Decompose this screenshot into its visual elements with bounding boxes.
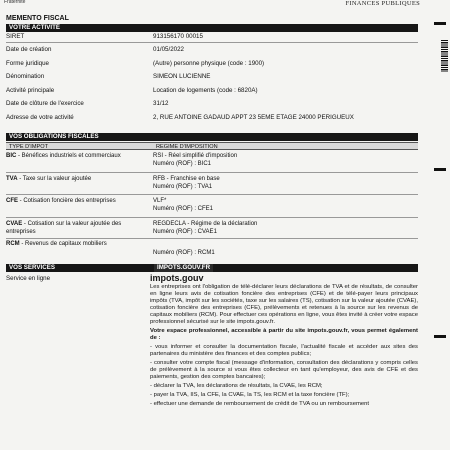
- tax-numero: Numéro (ROF) : TVA1: [153, 183, 213, 190]
- tax-numero: Numéro (ROF) : BIC1: [153, 160, 212, 167]
- tax-code: BIC: [6, 153, 17, 159]
- row-value: 31/12: [153, 100, 169, 107]
- section-title-obligations: VOS OBLIGATIONS FISCALES: [9, 133, 99, 140]
- row-label: Date de création: [6, 46, 52, 53]
- side-barcode: [441, 40, 448, 72]
- memento-title: MEMENTO FISCAL: [6, 15, 69, 22]
- tax-numero: Numéro (ROF) : CVAE1: [153, 228, 217, 235]
- col-type-impot: TYPE D'IMPOT: [9, 144, 48, 150]
- row-value: Location de logements (code : 6820A): [153, 87, 258, 94]
- obligations-column-header: [6, 142, 418, 150]
- services-intro: Les entreprises ont l'obligation de télé-déclarer leurs déclarations de TVA et de résultats, de consulter en ligne leurs avis de cotisation foncière des entreprises (CFE) et de télé-payer leurs principaux impôts (TVA, impôt sur les sociétés, taxe sur les salaires (TS), cotisation sur la valeur ajoutée (CVAE), cotisation foncière des entreprises (CFE), prélèvements et retenues à la source sur les revenus de capitaux mobiliers (RCM). Pour effectuer ces opérations en ligne, vous êtes invité à créer votre espace professionnel sécurisé sur le site impots.gouv.fr.: [150, 284, 418, 325]
- row-label: Adresse de votre activité: [6, 114, 74, 121]
- margin-mark: [434, 335, 446, 338]
- tax-label: - Taxe sur la valeur ajoutée: [17, 176, 92, 182]
- row-value: SIMEON LUCIENNE: [153, 73, 211, 80]
- margin-mark: [434, 22, 446, 25]
- tax-code: CFE: [6, 198, 18, 204]
- finances-publiques-title: FINANCES PUBLIQUES: [345, 0, 420, 7]
- service-bullet: - vous informer et consulter la documentation fiscale, l'actualité fiscale et accéder aux sites des partenaires du ministère des finances et des comptes publics;: [150, 344, 418, 357]
- tax-code: CVAE: [6, 221, 23, 227]
- espace-pro-heading: Votre espace professionnel, accessible à partir du site impots.gouv.fr, vous permet également de :: [150, 328, 418, 341]
- margin-mark: [434, 168, 446, 171]
- row-value: 01/05/2022: [153, 46, 184, 53]
- tax-row-bic: [6, 153, 418, 171]
- row-divider: [6, 217, 418, 218]
- col-regime: REGIME D'IMPOSITION: [156, 144, 218, 150]
- tax-row-cfe: [6, 198, 418, 216]
- section-bar-obligations: [6, 133, 418, 141]
- tax-label: - Bénéfices industriels et commerciaux: [16, 153, 121, 159]
- service-bullet: - consulter votre compte fiscal (message d'information, consultation des déclarations y compris celles de prélèvement à la source si vous êtes collecteur en tant qu'employeur, des avis de CFE et des paiements, gestion des comptes bancaires);: [150, 360, 418, 380]
- service-bullet: - payer la TVA, IIS, la CFE, la CVAE, la TS, les RCM et la taxe foncière (TF);: [150, 392, 350, 398]
- tax-regime: RFB - Franchise en base: [153, 176, 220, 182]
- section-title-services: VOS SERVICES: [9, 264, 55, 271]
- service-bullet: - déclarer la TVA, les déclarations de résultats, la CVAE, les RCM;: [150, 383, 323, 389]
- row-value: 2, RUE ANTOINE GADAUD APPT 23 5EME ETAGE 24000 PERIGUEUX: [153, 114, 354, 121]
- tax-label: - Revenus de capitaux mobiliers: [19, 241, 107, 247]
- row-value: (Autre) personne physique (code : 1900): [153, 60, 265, 67]
- services-description: [150, 273, 418, 450]
- tax-regime: REGDECLA - Régime de la déclaration: [153, 221, 258, 227]
- tax-regime: RSI - Réel simplifié d'imposition: [153, 153, 238, 159]
- tax-row-rcm: [6, 241, 418, 259]
- tax-numero: Numéro (ROF) : RCM1: [153, 250, 215, 256]
- tax-row-tva: [6, 176, 418, 194]
- row-divider: [6, 194, 418, 195]
- row-divider: [6, 238, 418, 239]
- row-divider: [6, 172, 418, 173]
- service-bullet: - effectuer une demande de remboursement de crédit de TVA ou un remboursement: [150, 401, 370, 407]
- impots-gouv-title: impots.gouv: [150, 273, 204, 283]
- row-label: Date de clôture de l'exercice: [6, 100, 84, 107]
- tax-label: - Cotisation sur la valeur ajoutée des entreprises: [6, 221, 122, 235]
- tax-row-cvae: [6, 221, 418, 239]
- row-label: Dénomination: [6, 73, 45, 80]
- tax-code: RCM: [6, 241, 20, 247]
- tax-numero: Numéro (ROF) : CFE1: [153, 205, 214, 212]
- tax-regime: VLF*: [153, 198, 167, 204]
- header-motto: Fraternité: [4, 0, 26, 5]
- row-label: SIRET: [6, 33, 25, 40]
- row-label: Forme juridique: [6, 60, 49, 67]
- section-bar-activite: [6, 24, 418, 32]
- row-value: 913156170 00015: [153, 33, 203, 40]
- section-bar-services: [6, 264, 418, 272]
- section-title-activite: VOTRE ACTIVITÉ: [9, 24, 60, 31]
- tax-label: - Cotisation foncière des entreprises: [18, 198, 116, 204]
- tax-code: TVA: [6, 176, 18, 182]
- service-en-ligne-label: Service en ligne: [6, 275, 51, 282]
- impots-gouv-site-label: IMPOTS.GOUV.FR: [154, 264, 213, 272]
- row-divider: [6, 42, 418, 43]
- row-label: Activité principale: [6, 87, 55, 94]
